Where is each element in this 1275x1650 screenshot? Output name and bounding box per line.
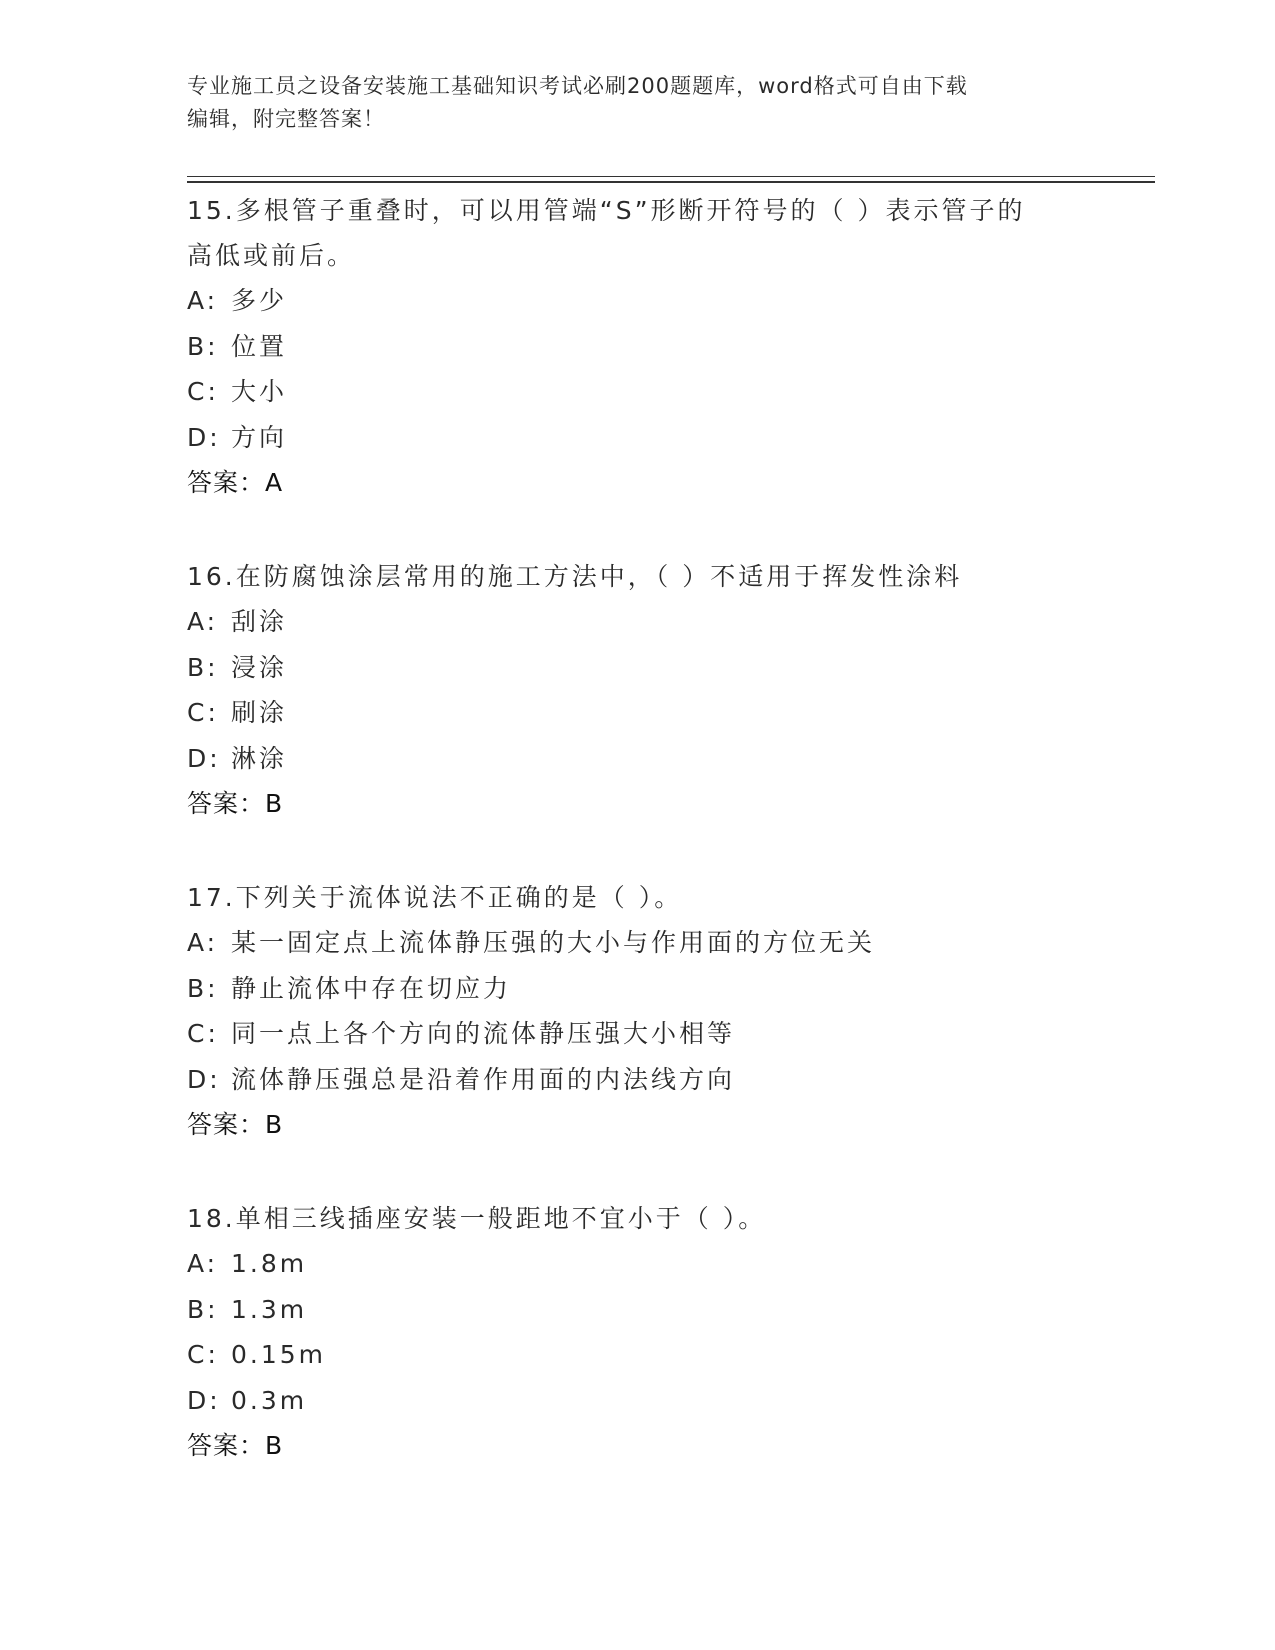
option-d — [187, 415, 1147, 461]
answer-label: 答案：B — [187, 1431, 284, 1460]
question-stem-line-1: 18.单相三线插座安装一般距地不宜小于（ ）。 — [187, 1204, 767, 1233]
question-17 — [187, 875, 1147, 1147]
option-letter: D: — [187, 1064, 221, 1094]
option-letter: D: — [187, 422, 221, 452]
question-stem-line-2: 高低或前后。 — [187, 241, 356, 270]
option-letter: B: — [187, 331, 219, 361]
question-15 — [187, 188, 1147, 505]
option-text: 0.15m — [231, 1340, 327, 1369]
option-b — [187, 966, 1147, 1012]
option-text: 1.8m — [231, 1249, 308, 1278]
answer-label: 答案：A — [187, 468, 284, 497]
option-c — [187, 1332, 1147, 1378]
option-text: 1.3m — [231, 1294, 308, 1324]
option-b — [187, 1287, 1147, 1333]
option-text: 多少 — [231, 286, 288, 315]
option-b — [187, 324, 1147, 370]
option-letter: A: — [187, 928, 219, 957]
option-text: 浸涂 — [231, 652, 288, 682]
header-divider-thick — [187, 181, 1155, 183]
option-letter: B: — [187, 1294, 219, 1324]
option-text: 大小 — [231, 377, 288, 406]
option-b — [187, 645, 1147, 691]
option-text: 流体静压强总是沿着作用面的内法线方向 — [231, 1064, 736, 1094]
option-d — [187, 1378, 1147, 1424]
option-a — [187, 920, 1147, 966]
option-text: 刮涂 — [231, 607, 288, 636]
option-letter: C: — [187, 377, 219, 406]
question-18 — [187, 1196, 1147, 1468]
option-a — [187, 1241, 1147, 1287]
header-title-line-2: 编辑，附完整答案！ — [187, 107, 385, 131]
option-letter: D: — [187, 743, 221, 773]
option-letter: A: — [187, 607, 219, 636]
option-letter: C: — [187, 1019, 219, 1048]
question-stem — [187, 188, 1147, 278]
option-letter: B: — [187, 973, 219, 1003]
option-text: 刷涂 — [231, 698, 288, 727]
option-text: 0.3m — [231, 1385, 308, 1415]
question-stem — [187, 875, 1147, 920]
option-c — [187, 1011, 1147, 1057]
question-stem-line-1: 17.下列关于流体说法不正确的是（ ）。 — [187, 883, 683, 912]
option-letter: D: — [187, 1385, 221, 1415]
question-stem — [187, 554, 1147, 599]
question-list — [187, 188, 1147, 1517]
answer-label: 答案：B — [187, 1110, 284, 1139]
question-stem-line-1: 15.多根管子重叠时，可以用管端“S”形断开符号的（ ）表示管子的 — [187, 196, 1026, 225]
question-16 — [187, 554, 1147, 826]
option-text: 同一点上各个方向的流体静压强大小相等 — [231, 1019, 736, 1048]
header-divider-thin — [187, 176, 1155, 177]
document-header — [187, 70, 1067, 136]
option-d — [187, 1057, 1147, 1103]
option-text: 方向 — [231, 422, 288, 452]
option-d — [187, 736, 1147, 782]
question-stem-line-1: 16.在防腐蚀涂层常用的施工方法中，（ ）不适用于挥发性涂料 — [187, 562, 963, 591]
option-letter: B: — [187, 652, 219, 682]
question-stem — [187, 1196, 1147, 1241]
option-letter: C: — [187, 698, 219, 727]
header-title-line-1: 专业施工员之设备安装施工基础知识考试必刷200题题库，word格式可自由下载 — [187, 74, 968, 98]
option-text: 某一固定点上流体静压强的大小与作用面的方位无关 — [231, 928, 876, 957]
option-letter: C: — [187, 1340, 219, 1369]
answer-label: 答案：B — [187, 789, 284, 818]
option-text: 淋涂 — [231, 743, 288, 773]
option-text: 位置 — [231, 331, 288, 361]
option-letter: A: — [187, 1249, 219, 1278]
option-c — [187, 369, 1147, 415]
option-letter: A: — [187, 286, 219, 315]
option-text: 静止流体中存在切应力 — [231, 973, 512, 1003]
option-a — [187, 278, 1147, 324]
option-c — [187, 690, 1147, 736]
option-a — [187, 599, 1147, 645]
